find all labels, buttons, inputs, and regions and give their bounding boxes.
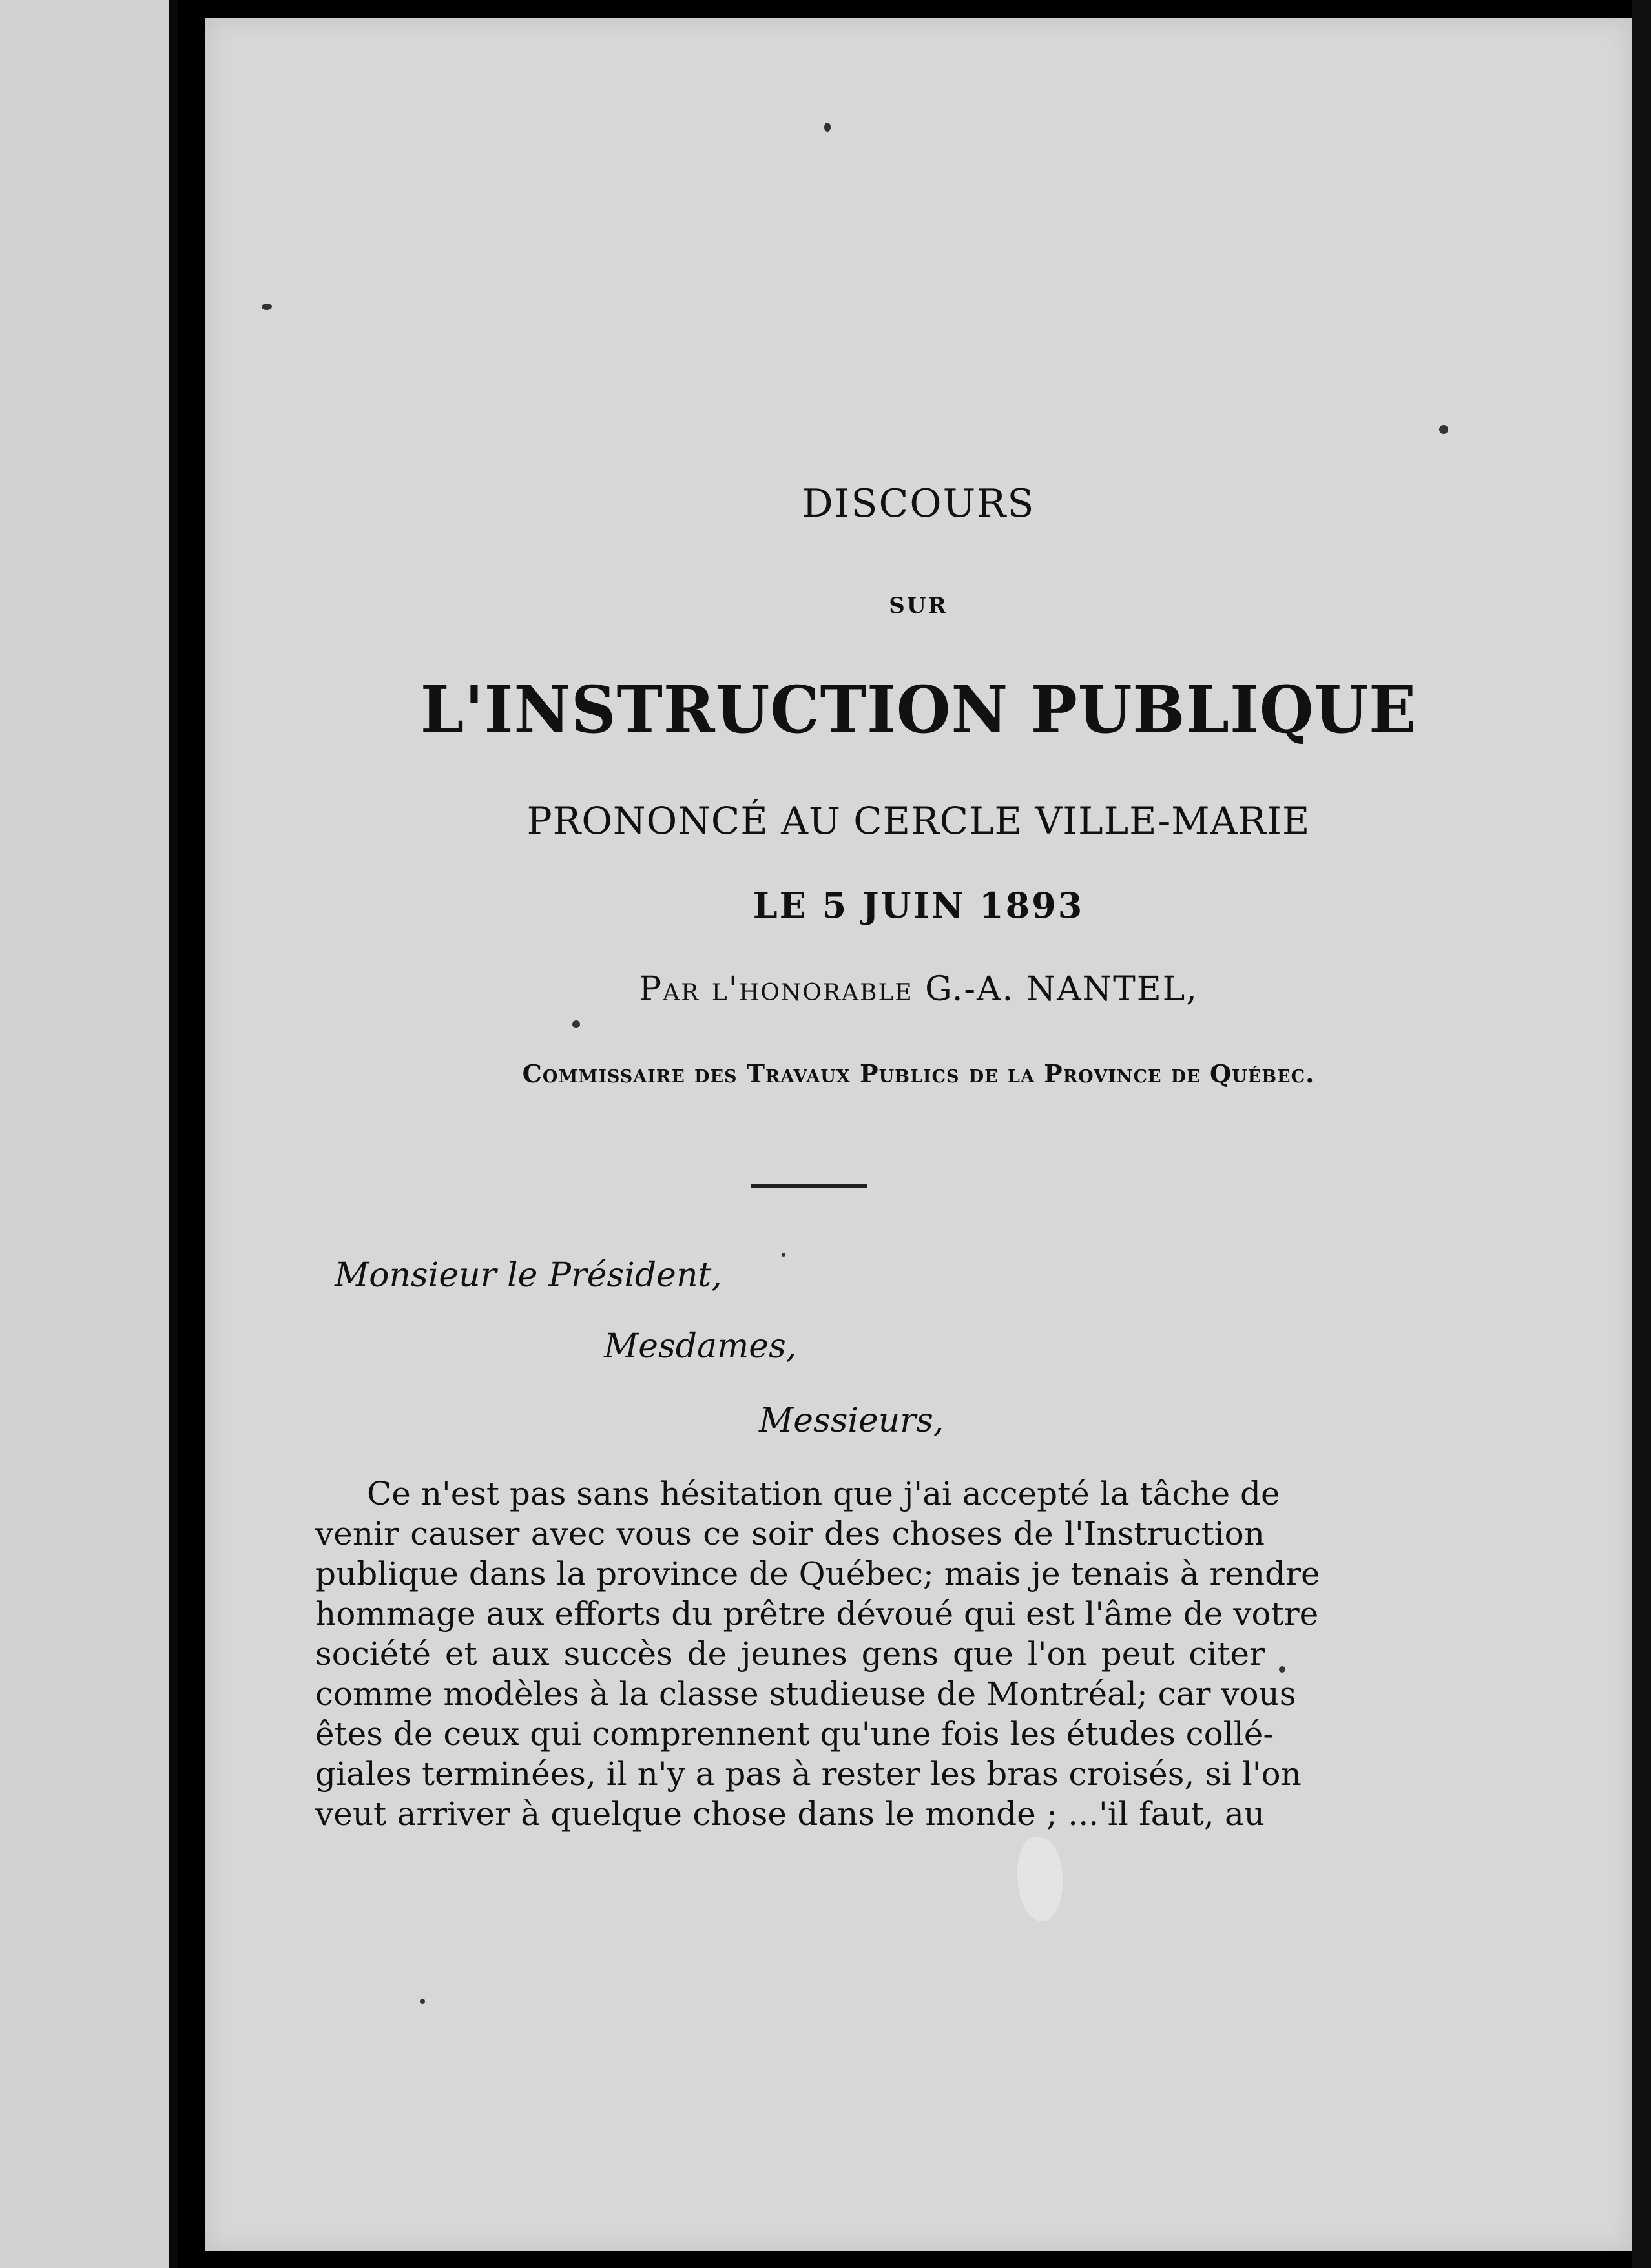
- byline: Par l'honorable G.-A. NANTEL,: [639, 970, 1198, 1009]
- dust-speck: [1439, 425, 1448, 434]
- dust-speck: [572, 1020, 580, 1028]
- dust-speck: [262, 304, 272, 310]
- body-line: venir causer avec vous ce soir des choses de l'Instruction: [315, 1515, 1265, 1552]
- dust-speck: [1279, 1666, 1285, 1673]
- dust-speck: [420, 1999, 425, 2004]
- body-line: Ce n'est pas sans hésitation que j'ai accepté la tâche de: [367, 1475, 1280, 1512]
- salutation-mesdames: Mesdames,: [604, 1327, 797, 1366]
- body-line: êtes de ceux qui comprennent qu'une fois les études collé-: [315, 1715, 1274, 1753]
- body-line: hommage aux efforts du prêtre dévoué qui est l'âme de votre: [315, 1595, 1319, 1633]
- document-page: [205, 18, 1632, 2251]
- left-border-rule: [169, 0, 178, 2268]
- date-line: LE 5 JUIN 1893: [753, 885, 1085, 926]
- body-paragraph: [315, 1474, 1320, 1834]
- body-line: giales terminées, il n'y a pas à rester les bras croisés, si l'on: [315, 1755, 1302, 1793]
- salutation-messieurs: Messieurs,: [759, 1401, 944, 1440]
- document-title: DISCOURS: [802, 481, 1035, 526]
- dust-speck: [824, 123, 831, 132]
- separator-rule: [751, 1184, 867, 1188]
- body-line: comme modèles à la classe studieuse de Montréal; car vous: [315, 1675, 1296, 1713]
- dust-speck: [782, 1253, 785, 1257]
- right-border: [1632, 0, 1651, 2268]
- author-position: Commissaire des Travaux Publics de la Province de Québec.: [522, 1059, 1315, 1088]
- body-line: société et aux succès de jeunes gens que l'on peut citer: [315, 1635, 1265, 1673]
- left-margin-strip: [0, 0, 169, 2268]
- main-title: L'INSTRUCTION PUBLIQUE: [420, 672, 1417, 748]
- document-sur: SUR: [889, 593, 948, 619]
- body-line: publique dans la province de Québec; mais je tenais à rendre: [315, 1555, 1320, 1593]
- salutation-president: Monsieur le Président,: [335, 1256, 722, 1295]
- body-line: veut arriver à quelque chose dans le monde ; ...'il faut, au: [315, 1795, 1265, 1833]
- pronounced-line: PRONONCÉ AU CERCLE VILLE-MARIE: [526, 799, 1311, 843]
